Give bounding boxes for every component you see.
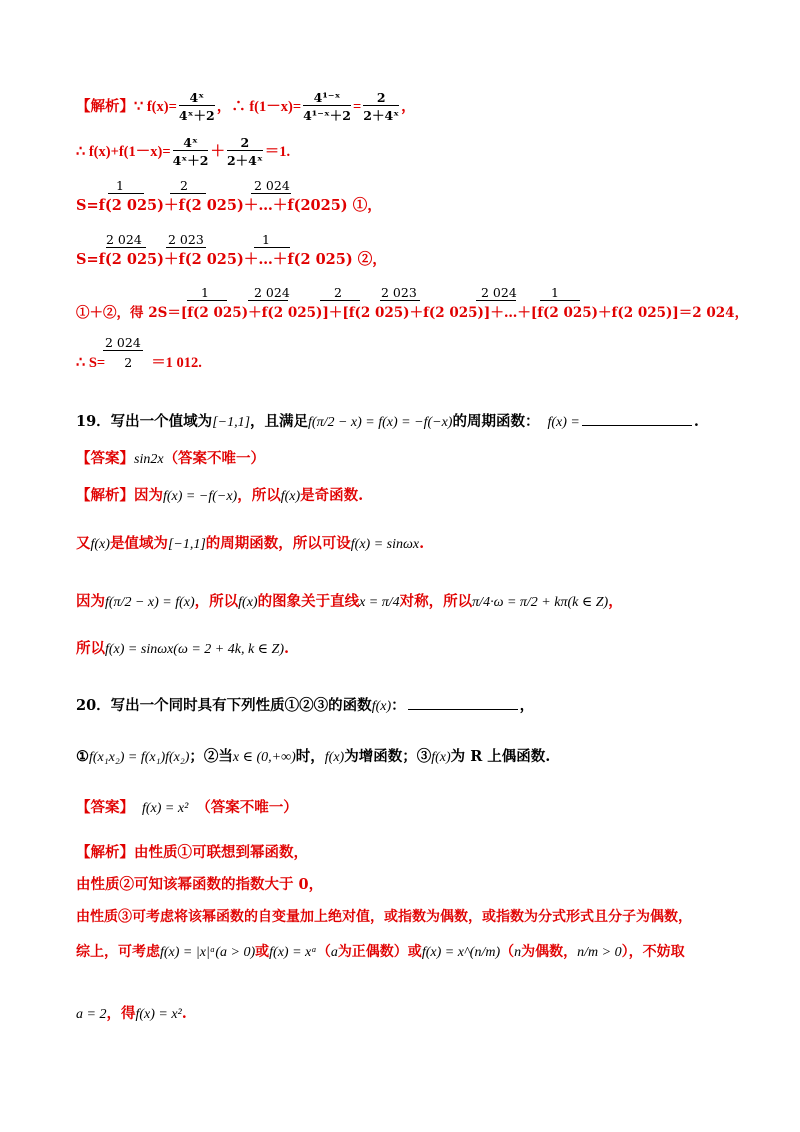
fraction: $\frac{2}{\text{2＋4ˣ}}$ <box>226 135 263 168</box>
q19-solution-line-1: 【解析】因为f(x) = −f(−x)，所以f(x)是奇函数. <box>76 487 364 504</box>
q19-answer: 【答案】sin2x（答案不唯一） <box>76 450 266 467</box>
solution-label: 【解析】 <box>76 98 134 115</box>
document-page: 【解析】∵ f(x)= $\frac{\text{4ˣ}}{\text{4ˣ＋2}}$ ，∴ f(1－x)= $\frac{\text{4¹⁻ˣ}}{\text{4¹⁻ˣ＋2}}$ = $\frac{2}{\text{2＋4ˣ}}$ ， ∴ f(x)+f(1－x)= $\frac{\text{4ˣ}}{\text{4ˣ＋2}}$ ＋ $\frac{2}{\text{2＋4ˣ}}$ ＝1. 1 2 2 024 S=f(2 025)＋f(2 025)＋…＋f(2025) ①， 2 024 2 023 1 S=f(2 025)＋f(2 025)＋…＋f(2 025) ②， 1 2 024 2 2 023 2 024 1 ①＋②，得 2S＝[f(2 025)＋f(2 025)]＋[f(2 025)＋f(2 025)]＋…＋[f(2 025)＋f(2 025)]＝2 024， 2 024 ∴ S= 2 ＝1 012. 19．写出一个值域为[−1,1]，且满足f(π/2 − x) = f(x) = −f(−x)的周期函数： f(x) = . 【答案】sin2x（答案不唯一） 【解析】因为f(x) = −f(−x)，所以f(x)是奇函数. 又f(x)是值域为[−1,1]的周期函数，所以可设f(x) = sinωx. 因为f(π/2 − x) = f(x)，所以f(x)的图象关于直线x = π/4对称，所以π/4·ω = π/2 + kπ(k ∈ Z)， 所以f(x) = sinωx(ω = 2 + 4k, k ∈ Z). 20．写出一个同时具有下列性质①②③的函数f(x)： ， ①f(x₁x₂) = f(x₁)f(x₂)；②当x ∈ (0,+∞)时，f(x)为增函数；③f(x)为 R 上偶函数. 【答案】 f(x) = x² （答案不唯一） 【解析】由性质①可联想到幂函数， 由性质②可知该幂函数的指数大于 0， 由性质③可考虑将该幂函数的自变量加上绝对值，或指数为偶数，或指数为分式形式且分子为偶数， 综上，可考虑f(x) = |x|ᵃ(a > 0)或f(x) = xᵃ（a为正偶数）或f(x) = x^(n/m)（n为偶数，n/m > 0），不妨取 a = 2，得f(x) = x². <box>76 90 749 1022</box>
q20-conditions: ①f(x₁x₂) = f(x₁)f(x₂)；②当x ∈ (0,+∞)时，f(x)为增函数；③f(x)为 R 上偶函数. <box>76 748 551 765</box>
q20-solution-line-2: 由性质②可知该幂函数的指数大于 0， <box>76 876 324 893</box>
solution-label: 【解析】 <box>76 487 134 504</box>
answer-blank[interactable] <box>582 424 692 426</box>
q20-solution-line-5: a = 2，得f(x) = x². <box>76 1005 187 1022</box>
fraction: $\frac{\text{4ˣ}}{\text{4ˣ＋2}}$ <box>178 90 215 123</box>
q18-solution-line-4: S=f(2 025)＋f(2 025)＋…＋f(2 025) ②， <box>76 251 387 268</box>
q20-solution-line-3: 由性质③可考虑将该幂函数的自变量加上绝对值，或指数为偶数，或指数为分式形式且分子为偶数， <box>76 909 692 925</box>
q18-solution-line-3: S=f(2 025)＋f(2 025)＋…＋f(2025) ①， <box>76 197 382 214</box>
answer-label: 【答案】 <box>76 799 134 816</box>
answer-label: 【答案】 <box>76 450 134 467</box>
q19-solution-line-4: 所以f(x) = sinωx(ω = 2 + 4k, k ∈ Z). <box>76 640 290 657</box>
q18-solution-line-5: ①＋②，得 2S＝[f(2 025)＋f(2 025)]＋[f(2 025)＋f(2 025)]＋…＋[f(2 025)＋f(2 025)]＝2 024， <box>76 305 749 321</box>
q20-answer: 【答案】 f(x) = x² （答案不唯一） <box>76 799 298 816</box>
q19-stem: 19．写出一个值域为[−1,1]，且满足f(π/2 − x) = f(x) = −f(−x)的周期函数： f(x) = . <box>76 413 699 430</box>
q18-solution-line-6: ∴ S= 2 ＝1 012. <box>76 355 202 371</box>
fraction: $\frac{\text{4¹⁻ˣ}}{\text{4¹⁻ˣ＋2}}$ <box>303 90 351 123</box>
fraction: $\frac{\text{4ˣ}}{\text{4ˣ＋2}}$ <box>172 135 209 168</box>
q20-solution-line-4: 综上，可考虑f(x) = |x|ᵃ(a > 0)或f(x) = xᵃ（a为正偶数）或f(x) = x^(n/m)（n为偶数，n/m > 0），不妨取 <box>76 944 685 960</box>
fraction: $\frac{2}{\text{2＋4ˣ}}$ <box>363 90 400 123</box>
q19-solution-line-2: 又f(x)是值域为[−1,1]的周期函数，所以可设f(x) = sinωx. <box>76 535 425 552</box>
solution-label: 【解析】 <box>76 844 134 861</box>
q18-solution-line-1: 【解析】∵ f(x)= $\frac{\text{4ˣ}}{\text{4ˣ＋2}}$ ，∴ f(1－x)= $\frac{\text{4¹⁻ˣ}}{\text{4¹⁻ˣ＋2}}$ = $\frac{2}{\text{2＋4ˣ}}$ ， <box>76 90 416 123</box>
answer-blank[interactable] <box>408 708 518 710</box>
q20-solution-line-1: 【解析】由性质①可联想到幂函数， <box>76 844 308 861</box>
q18-solution-line-2: ∴ f(x)+f(1－x)= $\frac{\text{4ˣ}}{\text{4ˣ＋2}}$ ＋ $\frac{2}{\text{2＋4ˣ}}$ ＝1. <box>76 135 291 168</box>
q20-stem: 20．写出一个同时具有下列性质①②③的函数f(x)： ， <box>76 697 535 714</box>
q19-solution-line-3: 因为f(π/2 − x) = f(x)，所以f(x)的图象关于直线x = π/4对称，所以π/4·ω = π/2 + kπ(k ∈ Z)， <box>76 593 623 610</box>
q18-line6-numerator: 2 024 <box>105 335 141 350</box>
